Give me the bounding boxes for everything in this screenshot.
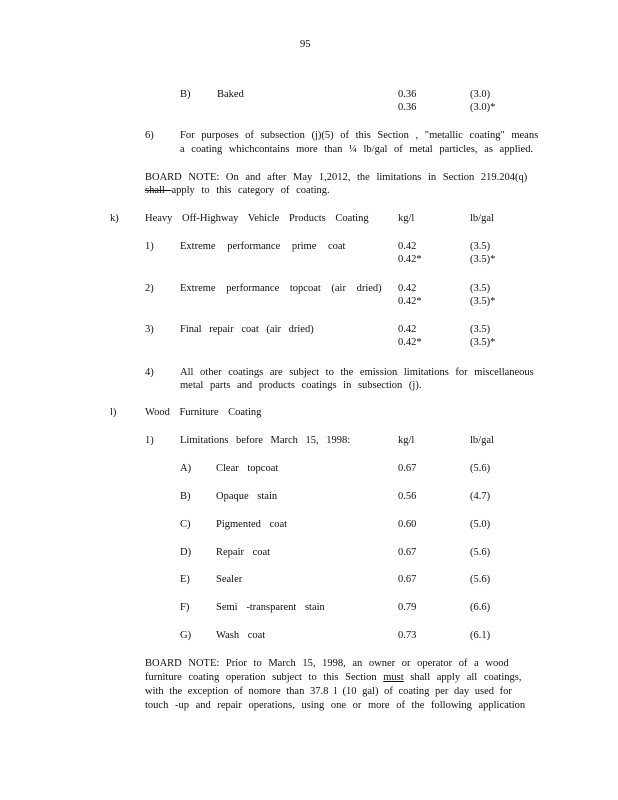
lb-value: (6.1) <box>470 630 491 641</box>
lb-value: (3.5) <box>470 241 491 252</box>
kg-value: 0.36 <box>398 89 417 100</box>
board-note-line: touch -up and repair operations, using one or more of the following application <box>145 700 526 711</box>
board-note-line <box>145 671 521 685</box>
section-title: Heavy Off-Highway Vehicle Products Coating <box>145 213 369 224</box>
item-label: A) <box>180 463 192 474</box>
lb-value: (3.0)* <box>470 102 496 113</box>
lb-value: (5.6) <box>470 574 491 585</box>
paragraph-line: For purposes of subsection (j)(5) of this Section , "metallic coating" means <box>180 130 539 141</box>
lb-value: (5.6) <box>470 463 491 474</box>
section-label: k) <box>110 213 119 224</box>
section-label: l) <box>110 407 117 418</box>
item-number: 4) <box>145 367 154 378</box>
item-label: E) <box>180 574 190 585</box>
board-note-text: furniture coating operation subject to this Section <box>145 672 384 683</box>
board-note-line: BOARD NOTE: Prior to March 15, 1998, an owner or operator of a wood <box>145 658 509 669</box>
item-name: Clear topcoat <box>216 463 279 474</box>
kg-value: 0.42 <box>398 283 417 294</box>
item-name: Limitations before March 15, 1998: <box>180 435 351 446</box>
item-label: D) <box>180 547 192 558</box>
item-label: G) <box>180 630 192 641</box>
item-name: Pigmented coat <box>216 519 288 530</box>
lb-value: (3.5)* <box>470 254 496 265</box>
unit-header: lb/gal <box>470 435 494 446</box>
struck-text: shall <box>145 185 172 196</box>
item-name: Repair coat <box>216 547 271 558</box>
paragraph-line: All other coatings are subject to the emission limitations for miscellaneous <box>180 367 534 378</box>
kg-value: 0.60 <box>398 519 417 530</box>
inserted-text: must <box>383 672 404 683</box>
page-number: 95 <box>300 39 311 50</box>
item-name: Extreme performance topcoat (air dried) <box>180 283 382 294</box>
kg-value: 0.73 <box>398 630 417 641</box>
kg-value: 0.42* <box>398 254 422 265</box>
unit-header: kg/l <box>398 435 415 446</box>
item-name: Wash coat <box>216 630 266 641</box>
item-number: 3) <box>145 324 154 335</box>
item-name: Sealer <box>216 574 243 585</box>
item-name: Semi -transparent stain <box>216 602 325 613</box>
lb-value: (3.5)* <box>470 296 496 307</box>
item-number: 1) <box>145 435 154 446</box>
item-label: F) <box>180 602 190 613</box>
kg-value: 0.36 <box>398 102 417 113</box>
kg-value: 0.42 <box>398 241 417 252</box>
kg-value: 0.79 <box>398 602 417 613</box>
kg-value: 0.42* <box>398 296 422 307</box>
lb-value: (3.5) <box>470 283 491 294</box>
paragraph-line: metal parts and products coatings in subsection (j). <box>180 380 422 391</box>
kg-value: 0.42 <box>398 324 417 335</box>
item-number: 2) <box>145 283 154 294</box>
board-note-text: shall apply all coatings, <box>403 672 522 683</box>
kg-value: 0.67 <box>398 463 417 474</box>
paragraph-line: a coating whichcontains more than ¼ lb/gal of metal particles, as applied. <box>180 144 534 155</box>
kg-value: 0.67 <box>398 547 417 558</box>
board-note-text: apply to this category of coating. <box>171 185 330 196</box>
item-name: Baked <box>217 89 244 100</box>
lb-value: (5.0) <box>470 519 491 530</box>
item-number: 6) <box>145 130 154 141</box>
board-note-line: BOARD NOTE: On and after May 1,2012, the limitations in Section 219.204(q) <box>145 172 528 183</box>
unit-header: kg/l <box>398 213 415 224</box>
section-title: Wood Furniture Coating <box>145 407 262 418</box>
item-name: Opaque stain <box>216 491 278 502</box>
item-label: B) <box>180 491 191 502</box>
lb-value: (6.6) <box>470 602 491 613</box>
item-number: 1) <box>145 241 154 252</box>
kg-value: 0.42* <box>398 337 422 348</box>
lb-value: (4.7) <box>470 491 491 502</box>
board-note-line <box>145 184 330 198</box>
lb-value: (5.6) <box>470 547 491 558</box>
item-name: Extreme performance prime coat <box>180 241 346 252</box>
unit-header: lb/gal <box>470 213 494 224</box>
lb-value: (3.5)* <box>470 337 496 348</box>
board-note-line: with the exception of nomore than 37.8 l (10 gal) of coating per day used for <box>145 686 512 697</box>
lb-value: (3.5) <box>470 324 491 335</box>
item-label: C) <box>180 519 191 530</box>
item-name: Final repair coat (air dried) <box>180 324 314 335</box>
kg-value: 0.56 <box>398 491 417 502</box>
kg-value: 0.67 <box>398 574 417 585</box>
item-label: B) <box>180 89 191 100</box>
lb-value: (3.0) <box>470 89 491 100</box>
